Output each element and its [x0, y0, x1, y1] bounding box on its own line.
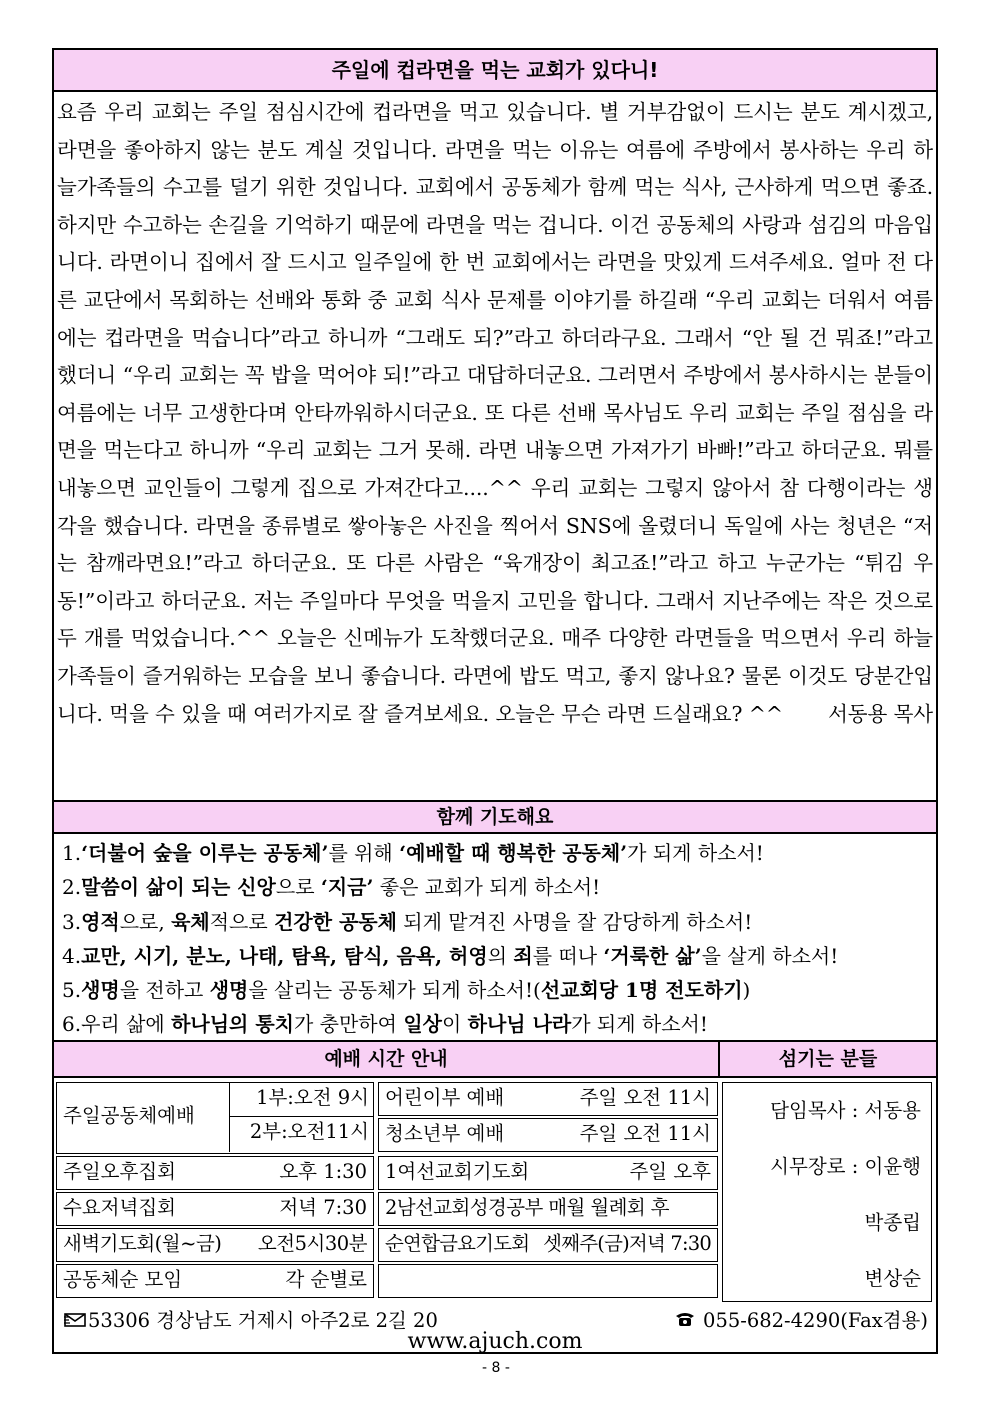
mission2-cell — [378, 1192, 718, 1226]
prayer-list — [62, 836, 932, 1042]
prayer-item — [62, 870, 932, 904]
prayer-text: 죄 — [513, 943, 533, 968]
website-link[interactable]: www.ajuch.com — [407, 1329, 583, 1354]
prayer-text: 하나님의 통치 — [171, 1012, 294, 1037]
prayer-text: 4. — [62, 943, 82, 968]
mission1-cell — [378, 1156, 718, 1190]
afternoon-time: 오후 1:30 — [279, 1160, 367, 1183]
page-number: - 8 - — [482, 1360, 510, 1376]
prayer-item — [62, 905, 932, 939]
prayer-text: 좋은 교회가 되게 하소서! — [373, 875, 601, 900]
afternoon-label: 주일오후집회 — [63, 1160, 177, 1183]
youth-time: 주일 오전 11시 — [579, 1122, 711, 1145]
friday-cell — [378, 1228, 718, 1262]
staff-elder: 시무장로 : 이윤행 — [770, 1155, 921, 1178]
staff-heading: 섬기는 분들 — [720, 1042, 936, 1078]
wednesday-cell — [56, 1192, 374, 1226]
children-label: 어린이부 예배 — [385, 1086, 505, 1109]
wednesday-time: 저녁 7:30 — [279, 1196, 367, 1219]
friday-time: 셋째주(금)저녁 7:30 — [543, 1232, 711, 1255]
wednesday-label: 수요저녁집회 — [63, 1196, 177, 1219]
prayer-text: ‘더불어 숲을 이루는 공동체’ — [81, 841, 329, 865]
prayer-text: 선교회당 1명 전도하기 — [540, 978, 743, 1003]
article-signature: 서동용 목사 — [828, 701, 933, 726]
prayer-text: 가 충만하여 — [293, 1012, 404, 1037]
prayer-text: ‘지금’ — [320, 875, 374, 900]
prayer-text: 를 떠나 — [532, 943, 604, 968]
prayer-text: 2. — [62, 875, 82, 900]
prayer-text: 적으로 — [209, 909, 275, 934]
prayer-text: 교만, 시기, 분노, 나태, 탐욕, 탐식, 음욕, 허영 — [81, 943, 488, 968]
prayer-text: 육체 — [171, 909, 210, 934]
prayer-text: 을 살게 하소서! — [701, 943, 839, 968]
prayer-text: 3. — [62, 909, 82, 934]
staff-box — [722, 1082, 932, 1302]
prayer-text: 말씀이 삶이 되는 신앙 — [81, 875, 276, 900]
prayer-item — [62, 973, 932, 1007]
article-body: 요즘 우리 교회는 주일 점심시간에 컵라면을 먹고 있습니다. 별 거부감없이 드시는 분도 계시겠고, 라면을 좋아하지 않는 분도 계실 것입니다. 라면을 먹는 이유는 여름에 주방에서 봉사하는 우리 하늘가족들의 수고를 덜기 위한 것입니다. 교회에서 공동체가 함께 먹는 식사, 근사하게 먹으면 좋죠. 하지만 수고하는 손길을 기억하기 때문에 라면을 먹는 겁니다. 이건 공동체의 사랑과 섬김의 마음입니다. 라면이니 집에서 잘 드시고 일주일에 한 번 교회에서는 라면을 맛있게 드셔주세요. 얼마 전 다른 교단에서 목회하는 선배와 통화 중 교회 식사 문제를 이야기를 하길래 “우리 교회는 더워서 여름에는 컵라면을 먹습니다”라고 하니까 “그래도 되?”라고 하더라구요. 그래서 “안 될 건 뭐죠!”라고 했더니 “우리 교회는 꼭 밥을 먹어야 되!”라고 대답하더군요. 그러면서 주방에서 봉사하시는 분들이 여름에는 너무 고생한다며 안타까워하시더군요. 또 다른 선배 목사님도 우리 교회는 주일 점심을 라면을 먹는다고 하니까 “우리 교회는 그거 못해. 라면 내놓으면 가져가기 바빠!”라고 하더군요. 뭐를 내놓으면 교인들이 그렇게 집으로 가져간다고....^^ 우리 교회는 그렇지 않아서 참 다행이라는 생각을 했습니다. 라면을 종류별로 쌓아놓은 사진을 찍어서 SNS에 올렸더니 독일에 사는 청년은 “저는 참깨라면요!”라고 하더군요. 또 다른 사람은 “육개장이 최고죠!”라고 하고 누군가는 “튀김 우동!”이라고 하더군요. 저는 주일마다 무엇을 먹을지 고민을 합니다. 그래서 지난주에는 작은 것으로 두 개를 먹었습니다.^^ 오늘은 신메뉴가 도착했더군요. 매주 다양한 라면들을 먹으면서 우리 하늘가족들이 즐거워하는 모습을 보니 좋습니다. 라면에 밥도 먹고, 좋지 않나요? 물론 이것도 당분간입니다. 먹을 수 있을 때 여러가지로 잘 즐겨보세요. 오늘은 무슨 라면 드실래요? ^^ — [57, 100, 933, 726]
info-section — [54, 1040, 936, 1308]
empty-cell — [378, 1264, 718, 1298]
youth-cell — [378, 1118, 718, 1152]
sunday-service-cell — [56, 1082, 374, 1154]
prayer-text: 을 전하고 — [119, 978, 210, 1003]
prayer-text: 으로, — [119, 909, 172, 934]
schedule-heading: 예배 시간 안내 — [54, 1042, 720, 1078]
prayer-text: 하나님 나라 — [467, 1012, 572, 1037]
prayer-item — [62, 836, 932, 870]
mission1-time: 주일 오후 — [629, 1160, 711, 1183]
prayer-text: 가 되게 하소서! — [627, 841, 764, 865]
prayer-item — [62, 1007, 932, 1041]
prayer-text: 6. — [62, 1012, 82, 1037]
staff-elder-3: 변상순 — [864, 1267, 921, 1290]
prayer-text: 으로 — [275, 875, 321, 900]
bulletin-page — [52, 48, 938, 1354]
prayer-text: 를 위해 — [328, 841, 400, 865]
prayer-item — [62, 939, 932, 973]
prayer-text: ) — [742, 978, 751, 1003]
prayer-text: ‘거룩한 삶’ — [603, 943, 702, 968]
column-article — [57, 94, 933, 733]
phone-text: 055-682-4290(Fax겸용) — [703, 1309, 928, 1332]
prayer-text: 이 — [441, 1012, 468, 1037]
prayer-text: 5. — [62, 978, 82, 1003]
mission2-label: 2남선교회성경공부 매월 월례회 후 — [385, 1196, 669, 1219]
column-title: 주일에 컵라면을 먹는 교회가 있다니! — [54, 50, 936, 92]
prayer-text: 되게 맡겨진 사명을 잘 감당하게 하소서! — [396, 909, 753, 934]
dawn-label: 새벽기도회(월~금) — [63, 1232, 222, 1255]
prayer-text: 일상 — [403, 1012, 442, 1037]
friday-label: 순연합금요기도회 — [385, 1232, 530, 1255]
prayer-text: 의 — [487, 943, 514, 968]
children-time: 주일 오전 11시 — [579, 1086, 711, 1109]
group-time: 각 순별로 — [285, 1268, 367, 1291]
second-service-time: 2부:오전11시 — [229, 1117, 373, 1152]
prayer-text: 영적 — [81, 909, 120, 934]
prayer-text: 생명 — [209, 978, 249, 1003]
address-text: 53306 경상남도 거제시 아주2로 2길 20 — [88, 1309, 438, 1332]
prayer-text: 우리 삶에 — [81, 1012, 172, 1037]
prayer-heading: 함께 기도해요 — [54, 800, 936, 834]
youth-label: 청소년부 예배 — [385, 1122, 505, 1145]
prayer-text: 1. — [62, 841, 82, 865]
group-label: 공동체순 모임 — [63, 1268, 183, 1291]
footer — [54, 1308, 936, 1352]
staff-elder-2: 박종립 — [864, 1211, 921, 1234]
sunday-service-label: 주일공동체예배 — [63, 1104, 195, 1127]
mission1-label: 1여선교회기도회 — [385, 1160, 530, 1183]
prayer-text: 건강한 공동체 — [274, 909, 397, 934]
prayer-text: 가 되게 하소서! — [571, 1012, 708, 1037]
afternoon-cell — [56, 1156, 374, 1190]
children-cell — [378, 1082, 718, 1116]
first-service-time: 1부:오전 9시 — [229, 1083, 373, 1117]
prayer-text: 생명 — [81, 978, 120, 1003]
dawn-cell — [56, 1228, 374, 1262]
group-cell — [56, 1264, 374, 1298]
prayer-text: ‘예배할 때 행복한 공동체’ — [399, 841, 628, 865]
dawn-time: 오전5시30분 — [257, 1232, 367, 1255]
prayer-text: 을 살리는 공동체가 되게 하소서!( — [248, 978, 541, 1003]
staff-pastor: 담임목사 : 서동용 — [770, 1099, 921, 1122]
